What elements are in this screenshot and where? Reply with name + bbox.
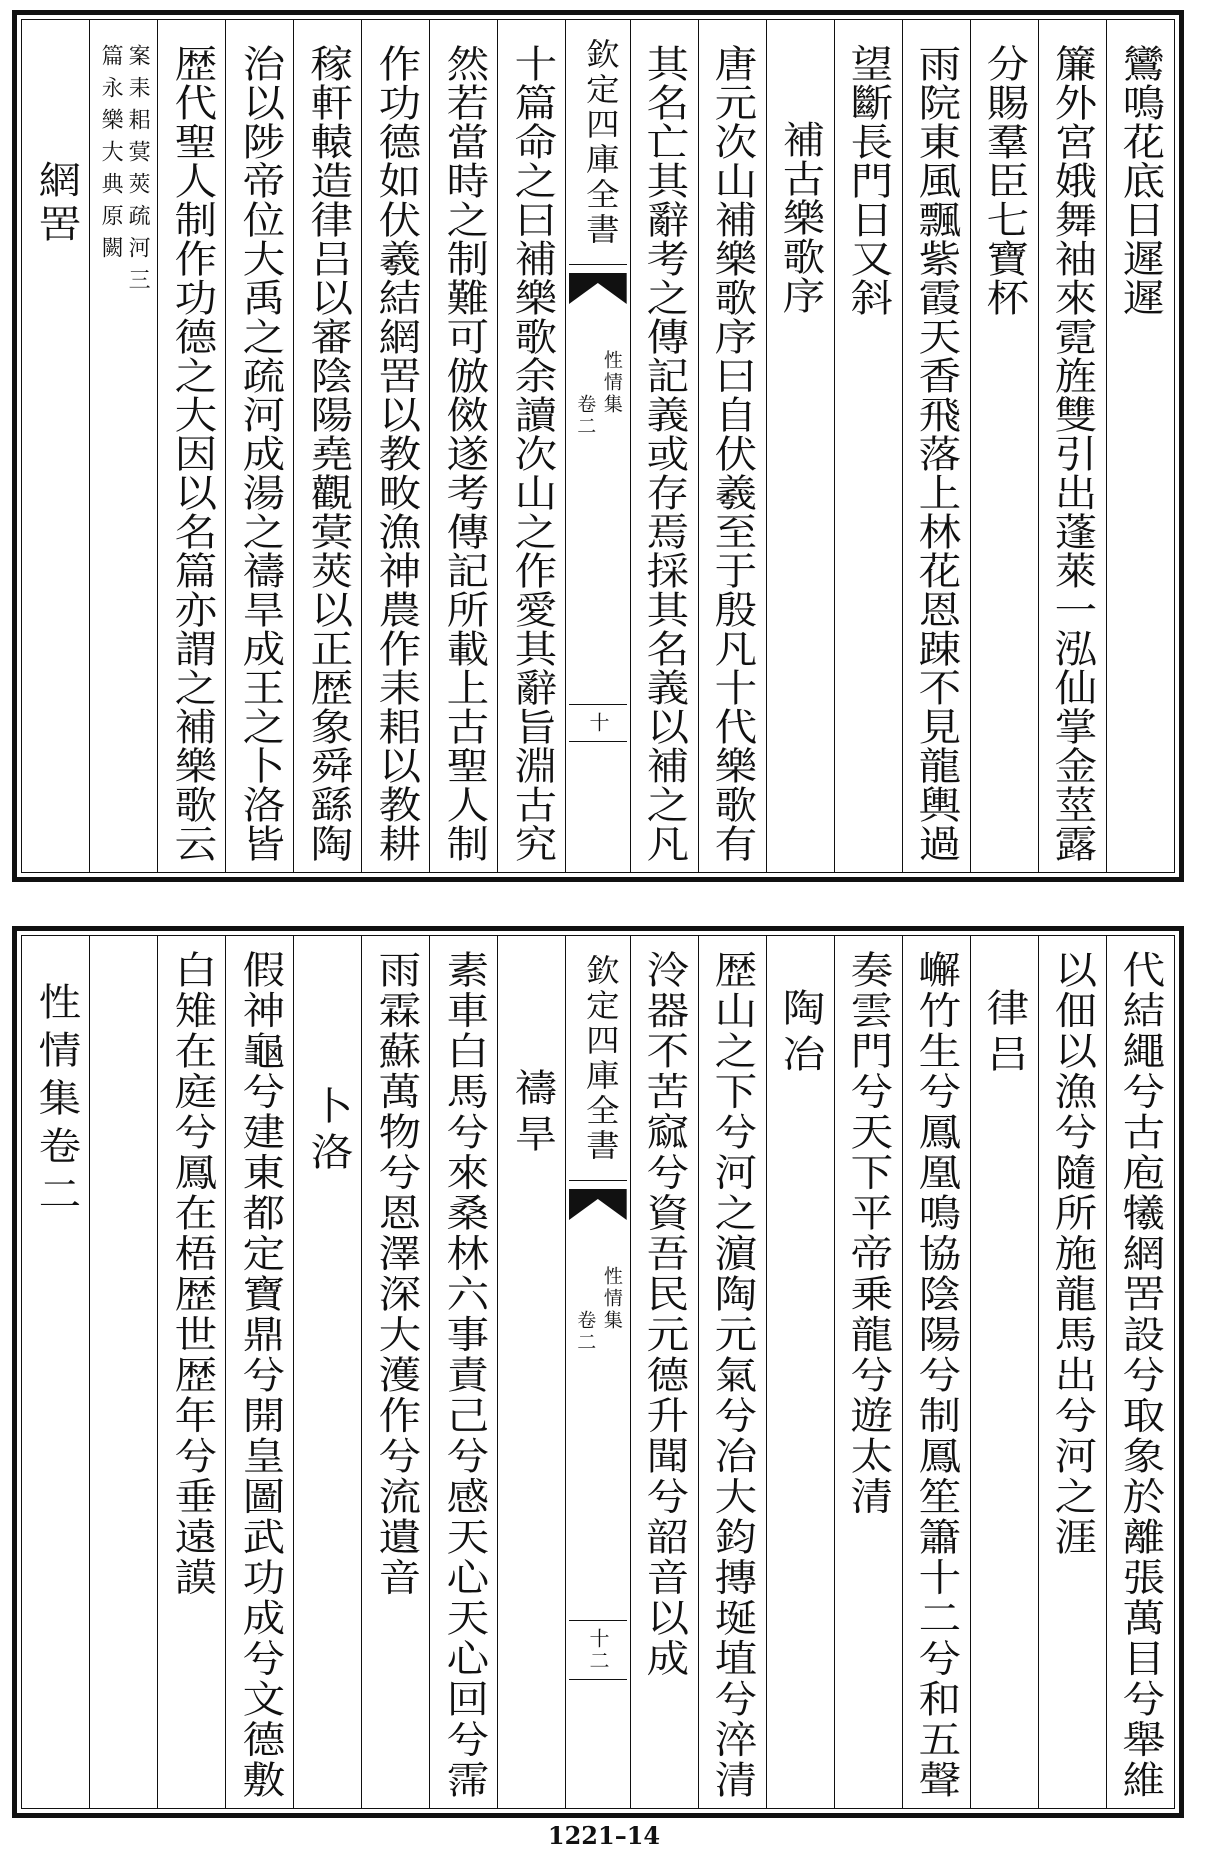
- verse-line: 嶰竹生兮鳳凰鳴協陰陽兮制鳳笙簫十二兮和五聲: [911, 950, 962, 1801]
- heading-column: [22, 936, 90, 1808]
- text-column: [430, 936, 498, 1808]
- text-column: [835, 20, 903, 872]
- text-column: [1039, 936, 1107, 1808]
- bottom-leaf-frame: [21, 935, 1175, 1809]
- piece-title: 陶冶: [775, 988, 826, 1080]
- text-column: [631, 936, 699, 1808]
- bottom-leaf: [12, 926, 1184, 1818]
- section-heading: 補古樂歌序: [775, 120, 826, 315]
- verse-line: 素車白馬兮來桑林六事責己兮感天心天心回兮霈: [439, 950, 489, 1801]
- piece-title: 律吕: [979, 988, 1030, 1080]
- fishtail-ornament: [569, 270, 627, 304]
- verse-line: 望斷長門日又斜: [843, 44, 894, 317]
- verse-line: 泠器不苦窳兮資吾民元德升聞兮韶音以成: [639, 950, 690, 1679]
- heading-column: [498, 936, 566, 1808]
- fishtail-shape: [569, 273, 627, 304]
- text-column: [430, 20, 498, 872]
- editorial-note-column: [90, 20, 158, 872]
- series-title-block: [566, 38, 630, 248]
- verse-line: 鸞鳴花底日遲遲: [1115, 44, 1166, 317]
- verse-line: 奏雲門兮天下平帝乗龍兮遊太清: [843, 950, 894, 1517]
- prose-line: 其名亡其辭考之傳記義或存焉採其名義以補之凡: [639, 44, 690, 863]
- center-fold: [566, 20, 631, 872]
- series-title-block: [566, 954, 630, 1164]
- heading-column: [971, 936, 1039, 1808]
- volume-label: 卷二: [574, 394, 597, 438]
- text-column: [1039, 20, 1107, 872]
- text-column: [699, 20, 767, 872]
- series-title: 欽定四庫全書: [579, 38, 619, 248]
- text-column: [362, 20, 430, 872]
- prose-line: 唐元次山補樂歌序曰自伏羲至于殷凡十代樂歌有: [707, 44, 758, 863]
- heading-column: [294, 936, 362, 1808]
- top-leaf-frame: [21, 19, 1175, 873]
- text-column: [226, 20, 294, 872]
- volume-label: 卷二: [574, 1310, 597, 1354]
- verse-line: 分賜羣臣七寶杯: [979, 44, 1030, 317]
- note-line-left: 篇永樂大典原闕: [98, 44, 124, 268]
- text-column: [1107, 936, 1174, 1808]
- note-line-right: 案耒耜蓂莢疏河三: [125, 44, 151, 300]
- prose-line: 治以陟帝位大禹之疏河成湯之禱旱成王之卜洛皆: [234, 44, 285, 863]
- prose-line: 歴代聖人制作功德之大因以名篇亦謂之補樂歌云: [166, 44, 217, 863]
- text-column: [699, 936, 767, 1808]
- heading-column: [767, 20, 835, 872]
- fishtail-ornament: [569, 1186, 627, 1220]
- verse-line: 白雉在庭兮鳳在梧歴世歴年兮垂遠謨: [166, 950, 217, 1598]
- editorial-note: [98, 20, 151, 300]
- leaf-number-box: [569, 1620, 627, 1680]
- series-title: 欽定四庫全書: [579, 954, 619, 1164]
- prose-line: 作功德如伏羲結網罟以教畋漁神農作耒耜以教耕: [371, 44, 421, 863]
- leaf-number: 十二: [586, 1628, 611, 1672]
- catalog-page-number: 1221–14: [547, 1821, 661, 1850]
- text-column: [903, 936, 971, 1808]
- verse-line: 歴山之下兮河之濵陶元氣兮冶大鈞摶埏埴兮淬清: [707, 950, 758, 1801]
- prose-line: 十篇命之曰補樂歌余讀次山之作愛其辭旨淵古究: [507, 44, 557, 863]
- book-title: 性情集: [600, 350, 623, 416]
- text-column: [1107, 20, 1174, 872]
- verse-line: 雨院東風飄紫霞天香飛落上林花恩踈不見龍輿過: [911, 44, 962, 863]
- leaf-number: 十: [586, 712, 611, 734]
- book-title: 性情集: [600, 1266, 623, 1332]
- piece-title: 禱旱: [507, 1068, 557, 1160]
- empty-column: [90, 936, 158, 1808]
- text-column: [903, 20, 971, 872]
- text-column: [158, 20, 226, 872]
- piece-title: 卜洛: [303, 1086, 353, 1178]
- text-column: [362, 936, 430, 1808]
- verse-line: 假神龜兮建東都定寶鼎兮開皇圖武功成兮文德敷: [234, 950, 285, 1801]
- top-leaf: [12, 10, 1184, 882]
- leaf-number-box: [569, 704, 627, 742]
- text-column: [226, 936, 294, 1808]
- text-column: [158, 936, 226, 1808]
- verse-line: 代結繩兮古庖犧網罟設兮取象於離張萬目兮舉維: [1115, 950, 1166, 1801]
- piece-title: 網罟: [30, 160, 81, 248]
- text-column: [631, 20, 699, 872]
- heading-column: [767, 936, 835, 1808]
- juan-end-title: 性情集卷二: [30, 982, 81, 1222]
- verse-line: 雨霖蘇萬物兮恩澤深大濩作兮流遺音: [371, 950, 421, 1598]
- verse-line: 簾外宮娥舞袖來霓旌雙引出蓬萊一泓仙掌金莖露: [1047, 44, 1098, 863]
- fold-rule: [569, 1180, 627, 1181]
- text-column: [498, 20, 566, 872]
- heading-column: [22, 20, 90, 872]
- fishtail-shape: [569, 1189, 627, 1220]
- text-column: [835, 936, 903, 1808]
- prose-line: 然若當時之制難可倣傚遂考傳記所載上古聖人制: [439, 44, 489, 863]
- verse-line: 以佃以漁兮隨所施龍馬出兮河之涯: [1047, 950, 1098, 1558]
- fold-rule: [569, 264, 627, 265]
- text-column: [294, 20, 362, 872]
- prose-line: 稼軒轅造律吕以審陰陽堯觀蓂莢以正歴象舜繇陶: [303, 44, 353, 863]
- text-column: [971, 20, 1039, 872]
- center-fold: [566, 936, 631, 1808]
